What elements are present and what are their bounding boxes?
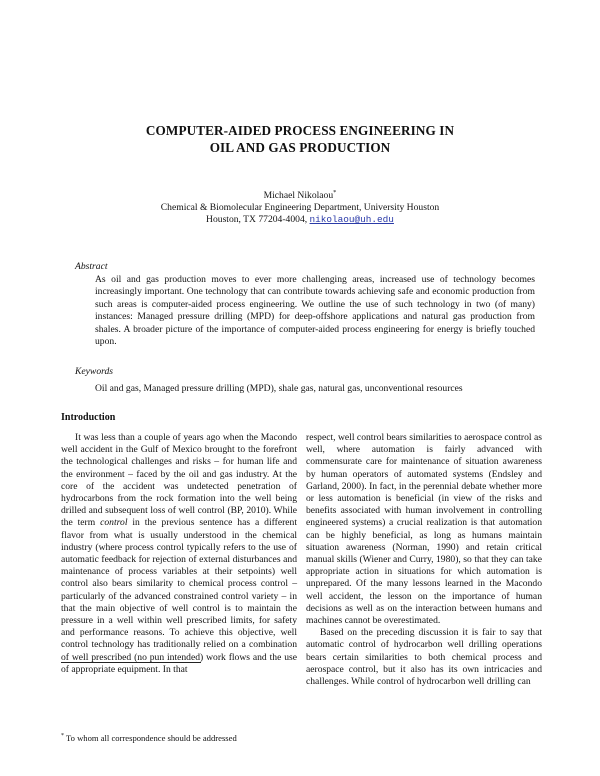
body-column-right (306, 432, 542, 688)
footnote (61, 733, 237, 743)
footnote-text: To whom all correspondence should be addressed (66, 733, 237, 743)
author-block (0, 187, 600, 226)
footnote-divider (61, 662, 201, 663)
keywords-text: Oil and gas, Managed pressure drilling (MPD), shale gas, natural gas, unconventional resources (95, 383, 463, 394)
paper-title (0, 122, 600, 156)
abstract-heading: Abstract (75, 261, 108, 272)
author-footnote-mark: * (333, 189, 337, 196)
body-column-left (61, 432, 297, 676)
introduction-heading: Introduction (61, 412, 116, 423)
author-address-line (0, 214, 600, 226)
abstract-text: As oil and gas production moves to ever more challenging areas, increased use of technology becomes increasingly important. One technology that can contribute towards achieving safe and economic production from such areas is computer-aided process engineering. We outline the use of such technology in two (of many) instances: Managed pressure drilling (MPD) for deep-offshore applications and natural gas production from shales. A broader picture of the importance of computer-aided process engineering for energy is briefly touched upon. (95, 274, 535, 348)
paper-title-line-2: OIL AND GAS PRODUCTION (209, 140, 391, 155)
footnote-mark: * (61, 733, 64, 740)
author-affiliation: Chemical & Biomolecular Engineering Department, University Houston (160, 202, 440, 214)
author-name-line (0, 187, 600, 202)
keywords-heading: Keywords (75, 366, 114, 377)
intro-text-part-1: It was less than a couple of years ago when the Macondo well accident in the Gulf of Mexico brought to the forefront the technological challenges and risks – for human life and the environment – faced by the oil and gas industry. At the core of the accident was undetected penetration of hydrocarbons from the rock formation into the well being drilled and subsequent loss of well control (BP, 2010). While the term (61, 432, 297, 529)
intro-italic-word: control (100, 517, 128, 529)
author-address: Houston, TX 77204-4004, (206, 214, 308, 226)
intro-paragraph-1 (61, 432, 297, 676)
paper-title-line-1: COMPUTER-AIDED PROCESS ENGINEERING IN (145, 123, 455, 138)
intro-paragraph-2: Based on the preceding discussion it is fair to say that automatic control of hydrocarbon well drilling operations bears certain similarities to both chemical process and aerospace control, but it also has its own intricacies and challenges. While control of hydrocarbon well drilling can (306, 627, 542, 688)
intro-text-part-2: in the previous sentence has a different flavor from what is usually understood in the chemical industry (where process control typically refers to the use of automatic feedback for rejection of external disturbances and maintenance of process variables at their setpoints) well control also bears similarity to chemical process control – particularly of the advanced constrained control variety – in that the main objective of well control is to maintain the pressure in a well within well prescribed limits, for safety and performance reasons. To achieve this objective, well control technology has traditionally relied on a combination of well prescribed (no pun intended) work flows and the use of appropriate equipment. In that (61, 517, 297, 675)
intro-paragraph-continued: respect, well control bears similarities to aerospace control as well, where automation is fairly advanced with commensurate care for maintenance of situation awareness by human operators of automated systems (Endsley and Garland, 2000). In fact, in the perennial debate whether more or less automation is beneficial (in view of the risks and benefits associated with human involvement in controlling engineered systems) a crucial realization is that automation can be highly beneficial, as long as humans maintain situation awareness (Norman, 1990) and retain critical manual skills (Wiener and Curry, 1980), so that they can take appropriate action in situations for which automation is unprepared. Of the many lessons learned in the Macondo well accident, the lesson on the importance of human decisions as well as on the interaction between humans and machines cannot be overestimated. (306, 432, 542, 627)
author-name: Michael Nikolaou (263, 190, 334, 202)
author-email-link[interactable]: nikolaou@uh.edu (309, 214, 394, 226)
